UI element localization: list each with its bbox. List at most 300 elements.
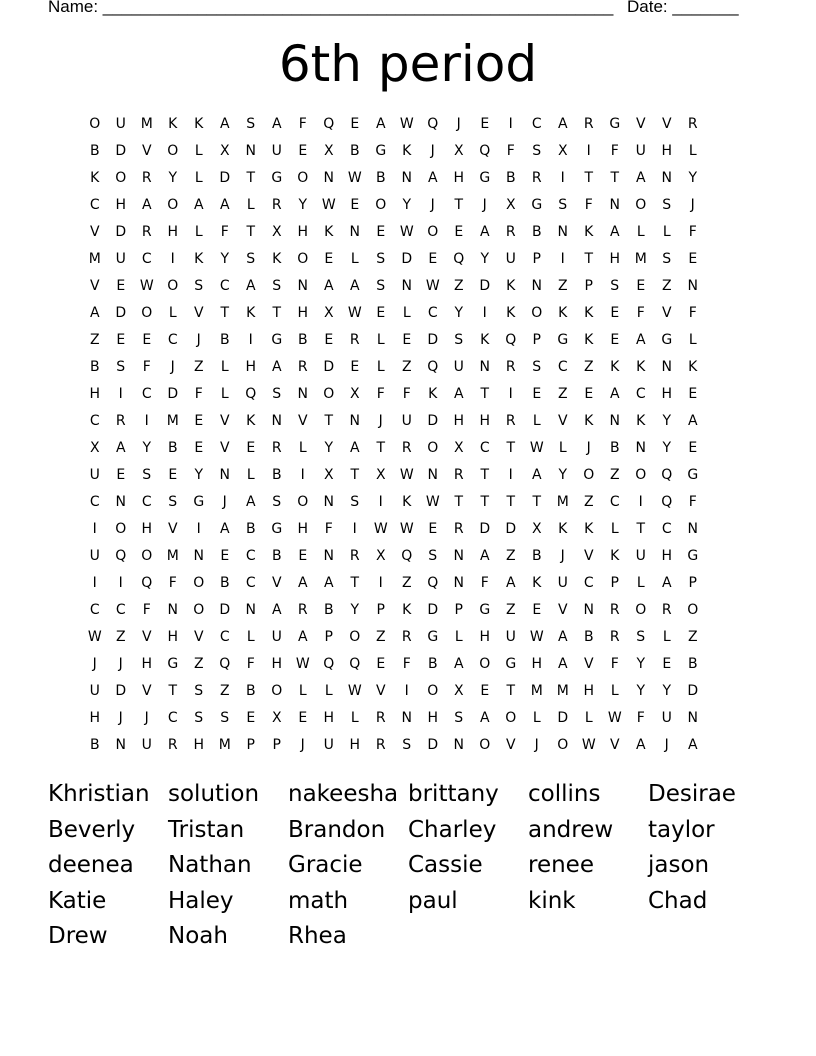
- grid-letter: F: [636, 305, 646, 321]
- grid-letter: M: [556, 683, 570, 699]
- grid-row: [82, 300, 706, 327]
- grid-letter: N: [115, 737, 127, 753]
- grid-letter: S: [220, 710, 230, 726]
- grid-letter: E: [688, 440, 698, 456]
- grid-letter: C: [89, 197, 101, 213]
- grid-letter: A: [479, 710, 491, 726]
- grid-letter: F: [610, 143, 620, 159]
- grid-letter: M: [634, 251, 648, 267]
- grid-letter: L: [532, 710, 542, 726]
- grid-letter: L: [350, 710, 360, 726]
- grid-letter: N: [687, 278, 699, 294]
- grid-letter: H: [115, 197, 127, 213]
- grid-letter: I: [508, 386, 514, 402]
- grid-letter: N: [453, 737, 465, 753]
- grid-letter: K: [90, 170, 100, 186]
- grid-letter: V: [583, 656, 595, 672]
- grid-letter: F: [246, 656, 256, 672]
- grid-letter: O: [89, 116, 101, 132]
- grid-letter: J: [430, 197, 436, 213]
- grid-letter: L: [402, 305, 412, 321]
- grid-letter: F: [584, 197, 594, 213]
- grid-letter: W: [399, 116, 415, 132]
- grid-letter: D: [557, 710, 569, 726]
- grid-letter: A: [427, 170, 439, 186]
- grid-letter: O: [115, 170, 127, 186]
- grid-letter: S: [194, 683, 204, 699]
- grid-letter: I: [144, 413, 150, 429]
- grid-row: [82, 597, 706, 624]
- grid-letter: L: [636, 575, 646, 591]
- grid-row: [82, 651, 706, 678]
- grid-letter: E: [350, 197, 360, 213]
- grid-letter: J: [118, 656, 124, 672]
- grid-letter: D: [479, 521, 491, 537]
- grid-letter: T: [168, 683, 178, 699]
- grid-letter: N: [401, 710, 413, 726]
- grid-letter: A: [219, 197, 231, 213]
- grid-letter: S: [142, 467, 152, 483]
- grid-letter: N: [297, 386, 309, 402]
- grid-letter: P: [246, 737, 256, 753]
- grid-letter: A: [141, 197, 153, 213]
- word-list-row: [48, 848, 788, 884]
- grid-letter: L: [168, 305, 178, 321]
- grid-letter: A: [219, 521, 231, 537]
- grid-letter: B: [167, 440, 179, 456]
- grid-letter: Q: [401, 548, 413, 564]
- grid-letter: V: [609, 737, 621, 753]
- grid-letter: J: [118, 710, 124, 726]
- grid-letter: E: [636, 278, 646, 294]
- grid-letter: V: [141, 143, 153, 159]
- grid-letter: L: [454, 629, 464, 645]
- grid-letter: P: [454, 602, 464, 618]
- grid-letter: A: [635, 737, 647, 753]
- grid-letter: K: [584, 413, 594, 429]
- grid-letter: R: [297, 602, 309, 618]
- grid-letter: O: [375, 197, 387, 213]
- grid-letter: V: [583, 548, 595, 564]
- grid-letter: Y: [298, 197, 308, 213]
- name-field-label: Name: ______________________________________________________: [48, 0, 614, 16]
- grid-letter: A: [635, 170, 647, 186]
- grid-letter: H: [323, 710, 335, 726]
- grid-letter: K: [246, 413, 256, 429]
- word-item: Beverly: [48, 816, 136, 843]
- grid-letter: A: [271, 116, 283, 132]
- grid-letter: S: [116, 359, 126, 375]
- grid-letter: R: [141, 224, 153, 240]
- grid-letter: E: [532, 602, 542, 618]
- grid-letter: R: [349, 548, 361, 564]
- grid-letter: L: [610, 683, 620, 699]
- grid-letter: F: [480, 575, 490, 591]
- grid-letter: Y: [402, 197, 412, 213]
- word-item: solution: [168, 781, 260, 807]
- word-list-row: [48, 919, 788, 955]
- word-item: brittany: [408, 781, 499, 807]
- grid-letter: L: [324, 683, 334, 699]
- grid-letter: H: [89, 386, 101, 402]
- word-item: collins: [528, 781, 601, 807]
- grid-letter: A: [479, 224, 491, 240]
- grid-letter: Q: [479, 143, 491, 159]
- grid-letter: R: [375, 737, 387, 753]
- grid-letter: T: [454, 197, 464, 213]
- grid-letter: Q: [115, 548, 127, 564]
- grid-letter: K: [584, 305, 594, 321]
- grid-letter: I: [378, 494, 384, 510]
- grid-letter: A: [609, 224, 621, 240]
- word-item: renee: [528, 852, 594, 878]
- grid-letter: Y: [662, 683, 672, 699]
- grid-letter: B: [297, 332, 309, 348]
- grid-letter: O: [167, 197, 179, 213]
- grid-letter: B: [245, 683, 257, 699]
- grid-letter: C: [89, 602, 101, 618]
- grid-letter: S: [662, 251, 672, 267]
- word-item: paul: [408, 887, 458, 914]
- grid-letter: V: [141, 683, 153, 699]
- grid-letter: B: [609, 440, 621, 456]
- grid-letter: I: [638, 494, 644, 510]
- grid-letter: R: [609, 629, 621, 645]
- grid-letter: L: [194, 224, 204, 240]
- grid-letter: J: [170, 359, 176, 375]
- grid-letter: Z: [115, 629, 127, 645]
- grid-letter: O: [193, 602, 205, 618]
- grid-letter: H: [141, 656, 153, 672]
- grid-letter: Z: [583, 494, 595, 510]
- grid-letter: Q: [427, 359, 439, 375]
- grid-letter: N: [609, 413, 621, 429]
- grid-letter: K: [584, 332, 594, 348]
- grid-letter: U: [505, 629, 517, 645]
- grid-letter: I: [92, 521, 98, 537]
- grid-letter: G: [271, 170, 283, 186]
- grid-letter: Z: [89, 332, 101, 348]
- grid-letter: O: [297, 494, 309, 510]
- grid-letter: S: [272, 386, 282, 402]
- grid-row: [82, 273, 706, 300]
- grid-letter: N: [479, 359, 491, 375]
- grid-letter: E: [116, 332, 126, 348]
- grid-letter: B: [583, 629, 595, 645]
- grid-letter: C: [635, 386, 647, 402]
- grid-row: [82, 489, 706, 516]
- grid-letter: A: [271, 359, 283, 375]
- grid-letter: C: [115, 602, 127, 618]
- grid-letter: K: [194, 251, 204, 267]
- grid-letter: Y: [142, 440, 152, 456]
- grid-row: [82, 624, 706, 651]
- grid-letter: D: [687, 683, 699, 699]
- grid-letter: A: [297, 629, 309, 645]
- word-item: Charley: [408, 816, 497, 843]
- grid-letter: C: [167, 332, 179, 348]
- grid-letter: U: [89, 683, 101, 699]
- grid-letter: W: [321, 197, 337, 213]
- grid-letter: J: [196, 332, 202, 348]
- grid-letter: T: [350, 467, 360, 483]
- grid-letter: X: [271, 224, 283, 240]
- grid-letter: E: [428, 521, 438, 537]
- grid-letter: H: [479, 629, 491, 645]
- grid-letter: B: [323, 602, 335, 618]
- grid-letter: M: [530, 683, 544, 699]
- letter-grid: [82, 111, 706, 759]
- grid-letter: A: [323, 278, 335, 294]
- grid-letter: W: [347, 170, 363, 186]
- grid-letter: E: [168, 467, 178, 483]
- grid-letter: O: [115, 521, 127, 537]
- word-item: andrew: [528, 816, 614, 843]
- grid-letter: D: [323, 359, 335, 375]
- grid-letter: L: [662, 224, 672, 240]
- grid-letter: Y: [688, 170, 698, 186]
- grid-letter: S: [272, 278, 282, 294]
- grid-letter: R: [453, 521, 465, 537]
- word-item: jason: [648, 852, 710, 878]
- grid-letter: G: [193, 494, 205, 510]
- grid-letter: N: [349, 224, 361, 240]
- grid-letter: A: [297, 575, 309, 591]
- grid-letter: Y: [350, 602, 360, 618]
- grid-letter: A: [557, 629, 569, 645]
- grid-letter: W: [87, 629, 103, 645]
- grid-letter: R: [271, 440, 283, 456]
- grid-letter: E: [402, 332, 412, 348]
- grid-letter: N: [635, 440, 647, 456]
- grid-letter: O: [557, 737, 569, 753]
- grid-letter: S: [350, 494, 360, 510]
- grid-letter: C: [219, 278, 231, 294]
- grid-row: [82, 705, 706, 732]
- grid-letter: C: [141, 494, 153, 510]
- grid-letter: Y: [220, 251, 230, 267]
- grid-letter: X: [323, 305, 335, 321]
- grid-letter: R: [505, 224, 517, 240]
- grid-letter: O: [141, 305, 153, 321]
- grid-letter: D: [479, 278, 491, 294]
- grid-letter: T: [532, 494, 542, 510]
- grid-letter: N: [167, 602, 179, 618]
- grid-letter: T: [376, 440, 386, 456]
- grid-letter: A: [661, 575, 673, 591]
- grid-letter: L: [220, 359, 230, 375]
- grid-letter: N: [687, 521, 699, 537]
- grid-letter: V: [219, 440, 231, 456]
- grid-letter: K: [168, 116, 178, 132]
- grid-letter: C: [427, 305, 439, 321]
- grid-letter: G: [427, 629, 439, 645]
- grid-letter: O: [479, 656, 491, 672]
- grid-row: [82, 354, 706, 381]
- grid-letter: B: [219, 575, 231, 591]
- grid-letter: L: [688, 332, 698, 348]
- grid-letter: K: [506, 278, 516, 294]
- word-item: taylor: [648, 816, 715, 843]
- grid-letter: I: [300, 467, 306, 483]
- grid-letter: N: [323, 548, 335, 564]
- grid-letter: W: [399, 224, 415, 240]
- grid-letter: Y: [558, 467, 568, 483]
- grid-row: [82, 516, 706, 543]
- grid-row: [82, 246, 706, 273]
- grid-letter: T: [506, 683, 516, 699]
- grid-letter: Z: [687, 629, 699, 645]
- grid-letter: X: [323, 467, 335, 483]
- grid-letter: D: [115, 305, 127, 321]
- grid-letter: R: [609, 602, 621, 618]
- grid-letter: T: [272, 305, 282, 321]
- grid-letter: B: [531, 548, 543, 564]
- grid-letter: R: [453, 467, 465, 483]
- grid-letter: I: [482, 305, 488, 321]
- grid-letter: U: [115, 116, 127, 132]
- grid-letter: F: [506, 143, 516, 159]
- grid-letter: Z: [375, 629, 387, 645]
- word-item: Tristan: [168, 816, 245, 843]
- grid-letter: D: [427, 332, 439, 348]
- grid-letter: J: [560, 548, 566, 564]
- grid-letter: R: [687, 116, 699, 132]
- grid-letter: X: [349, 386, 361, 402]
- grid-letter: Z: [193, 359, 205, 375]
- grid-letter: W: [529, 629, 545, 645]
- grid-letter: H: [531, 656, 543, 672]
- grid-letter: S: [532, 359, 542, 375]
- grid-letter: B: [531, 224, 543, 240]
- grid-letter: R: [583, 116, 595, 132]
- grid-letter: X: [323, 143, 335, 159]
- grid-letter: A: [349, 440, 361, 456]
- grid-letter: C: [219, 629, 231, 645]
- grid-letter: Q: [349, 656, 361, 672]
- grid-letter: T: [246, 170, 256, 186]
- grid-letter: N: [427, 467, 439, 483]
- grid-letter: F: [688, 305, 698, 321]
- grid-letter: S: [662, 197, 672, 213]
- grid-letter: Z: [505, 602, 517, 618]
- grid-letter: R: [401, 629, 413, 645]
- grid-letter: N: [349, 413, 361, 429]
- grid-letter: G: [687, 548, 699, 564]
- grid-letter: B: [245, 521, 257, 537]
- grid-letter: H: [297, 305, 309, 321]
- grid-letter: I: [508, 467, 514, 483]
- grid-letter: I: [118, 575, 124, 591]
- grid-letter: C: [661, 521, 673, 537]
- grid-letter: F: [142, 602, 152, 618]
- grid-letter: R: [375, 710, 387, 726]
- grid-letter: H: [349, 737, 361, 753]
- grid-letter: A: [193, 197, 205, 213]
- grid-letter: U: [505, 251, 517, 267]
- grid-letter: S: [532, 143, 542, 159]
- grid-letter: A: [453, 656, 465, 672]
- grid-letter: U: [89, 548, 101, 564]
- grid-letter: A: [219, 116, 231, 132]
- grid-letter: W: [399, 521, 415, 537]
- grid-letter: G: [375, 143, 387, 159]
- grid-letter: E: [298, 143, 308, 159]
- grid-letter: F: [688, 224, 698, 240]
- grid-letter: A: [245, 494, 257, 510]
- grid-letter: F: [168, 575, 178, 591]
- grid-letter: C: [557, 359, 569, 375]
- grid-letter: S: [272, 494, 282, 510]
- grid-letter: D: [115, 143, 127, 159]
- grid-letter: J: [534, 737, 540, 753]
- grid-letter: R: [505, 359, 517, 375]
- grid-letter: K: [402, 143, 412, 159]
- grid-letter: V: [661, 305, 673, 321]
- grid-letter: I: [404, 683, 410, 699]
- grid-letter: H: [89, 710, 101, 726]
- grid-letter: V: [89, 278, 101, 294]
- grid-letter: Q: [323, 116, 335, 132]
- grid-letter: E: [610, 305, 620, 321]
- grid-letter: P: [324, 629, 334, 645]
- word-item: Chad: [648, 887, 708, 914]
- grid-letter: B: [219, 332, 231, 348]
- grid-letter: R: [271, 197, 283, 213]
- grid-letter: D: [167, 386, 179, 402]
- grid-letter: G: [167, 656, 179, 672]
- grid-row: [82, 111, 706, 138]
- grid-letter: Y: [454, 305, 464, 321]
- grid-letter: T: [350, 575, 360, 591]
- grid-letter: J: [300, 737, 306, 753]
- grid-letter: E: [428, 251, 438, 267]
- grid-letter: K: [480, 332, 490, 348]
- grid-letter: I: [118, 386, 124, 402]
- grid-letter: V: [557, 602, 569, 618]
- grid-letter: V: [557, 413, 569, 429]
- grid-letter: H: [661, 548, 673, 564]
- grid-letter: T: [246, 224, 256, 240]
- grid-letter: N: [661, 170, 673, 186]
- grid-letter: X: [453, 683, 465, 699]
- header: [48, 0, 748, 19]
- grid-row: [82, 219, 706, 246]
- grid-letter: L: [220, 386, 230, 402]
- grid-letter: O: [297, 251, 309, 267]
- grid-letter: Z: [401, 575, 413, 591]
- grid-letter: E: [116, 278, 126, 294]
- grid-letter: N: [323, 494, 335, 510]
- grid-letter: C: [583, 575, 595, 591]
- grid-letter: N: [297, 278, 309, 294]
- grid-letter: A: [453, 386, 465, 402]
- grid-letter: C: [89, 413, 101, 429]
- grid-letter: H: [167, 629, 179, 645]
- grid-letter: Y: [168, 170, 178, 186]
- grid-letter: S: [428, 548, 438, 564]
- word-item: Noah: [168, 923, 228, 949]
- grid-letter: U: [271, 143, 283, 159]
- grid-letter: N: [687, 710, 699, 726]
- grid-letter: R: [401, 440, 413, 456]
- grid-letter: K: [558, 305, 568, 321]
- grid-letter: J: [92, 656, 98, 672]
- grid-letter: E: [246, 710, 256, 726]
- grid-letter: X: [219, 143, 231, 159]
- grid-letter: A: [687, 737, 699, 753]
- grid-letter: H: [453, 413, 465, 429]
